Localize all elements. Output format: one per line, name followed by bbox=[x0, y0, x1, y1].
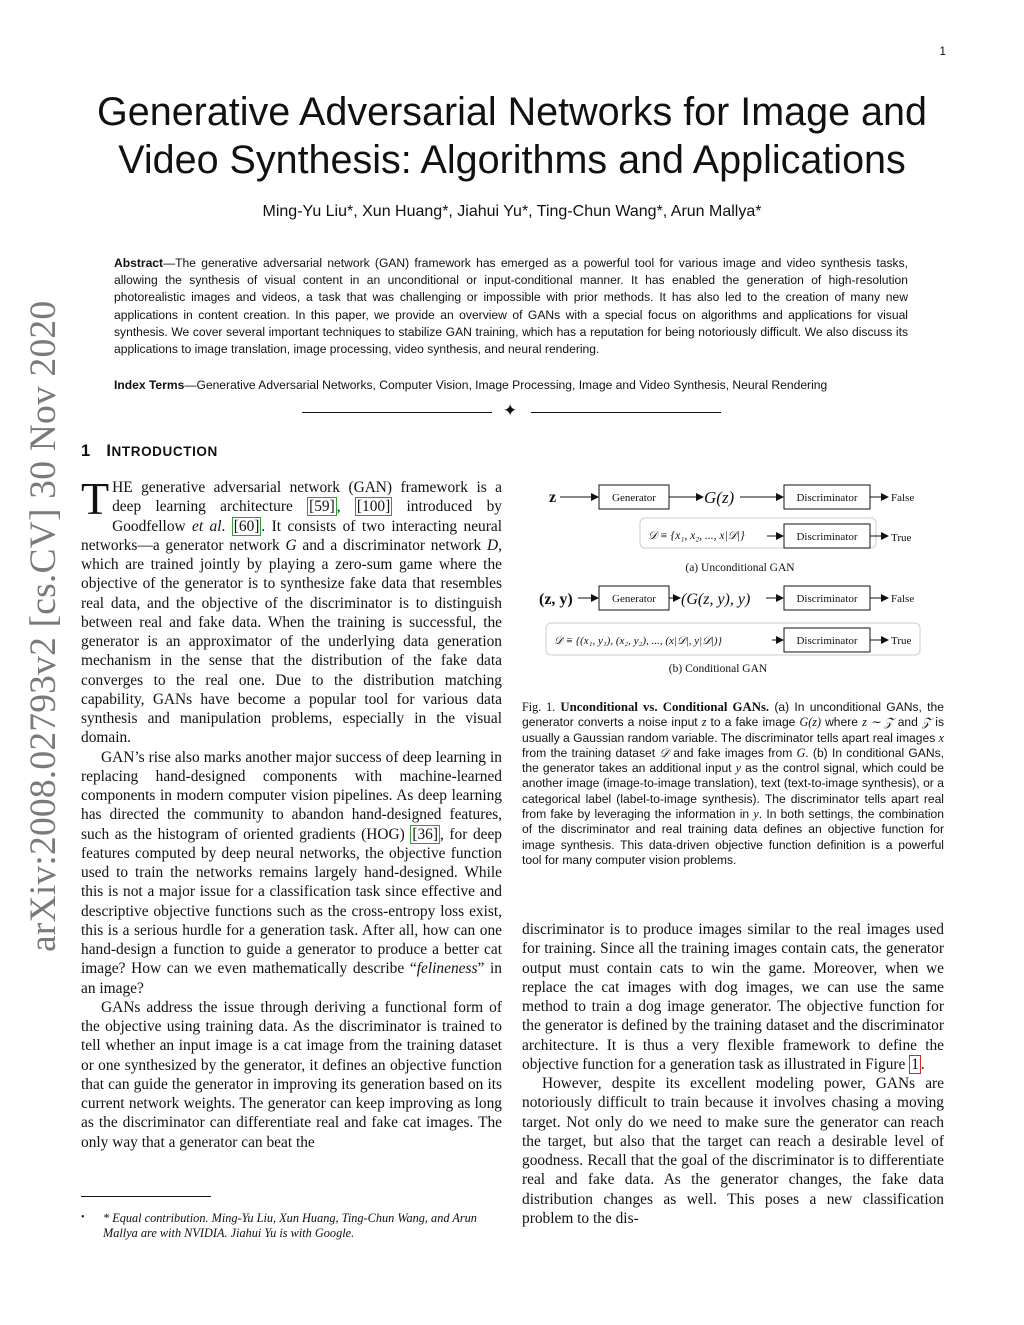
discriminator-label-a2: Discriminator bbox=[796, 531, 858, 543]
subcaption-b: (b) Conditional GAN bbox=[668, 663, 768, 675]
divider-line-left bbox=[302, 412, 492, 413]
intro-text: , for deep features computed by deep neural networks, the objective function used to train the networks remains largely hand-designed. While this is not a major issue for a classification task since effective and descriptive objective functions such as the cross-entropy loss exist, this is a serious hurdle for a generation task. After all, how can one hand-design a function to guide a generator to produce a better cat image? How can we even mathematically describe “ bbox=[81, 825, 502, 978]
subcaption-a: (a) Unconditional GAN bbox=[685, 562, 795, 574]
drop-cap: T bbox=[81, 473, 110, 524]
false-label-b: False bbox=[891, 593, 915, 605]
fig-input-zy: (z, y) bbox=[539, 591, 573, 608]
math-G: G bbox=[285, 536, 297, 554]
page-number: 1 bbox=[939, 44, 946, 58]
intro-text: and a discriminator network bbox=[296, 536, 488, 554]
caption-text: (a) In unconditional GANs, the generator converts a noise input bbox=[522, 700, 944, 730]
right-paragraph-1 bbox=[522, 920, 944, 1074]
felineness-term: felineness bbox=[416, 960, 478, 978]
caption-math: y bbox=[753, 807, 759, 822]
author-list: Ming-Yu Liu*, Xun Huang*, Jiahui Yu*, Ting-Chun Wang*, Arun Mallya* bbox=[262, 203, 762, 220]
divider-star-icon: ✦ bbox=[503, 401, 518, 420]
title-line-1: Generative Adversarial Networks for Image and bbox=[97, 90, 927, 134]
discriminator-label-b1: Discriminator bbox=[796, 593, 858, 605]
caption-math: x bbox=[938, 730, 944, 745]
citation-36[interactable]: [36] bbox=[412, 825, 438, 843]
dataset-a: 𝒟 ≡ {x₁, x₂, ..., x|𝒟|} bbox=[648, 530, 745, 542]
index-terms bbox=[114, 377, 914, 394]
intro-text: GAN’s rise also marks another major success of deep learning in replacing hand-designed components with machine-learned components in modern computer vision pipelines. As deep learning has directed the community to abandon hand-designed features, such as the histogram of oriented gradients (HOG) bbox=[81, 748, 502, 843]
intro-text: , bbox=[336, 498, 355, 516]
caption-text: to a fake image bbox=[706, 715, 800, 730]
caption-math: z bbox=[701, 715, 707, 730]
divider-line-right bbox=[531, 412, 721, 413]
caption-text: . (b) In conditional GANs, the generator takes an additional input bbox=[522, 745, 945, 776]
generator-label-a: Generator bbox=[612, 492, 656, 504]
index-terms-label: Index Terms bbox=[114, 378, 185, 392]
abstract-text: —The generative adversarial network (GAN) framework has emerged as a powerful tool for various image and video synthesis tasks, allowing the synthesis of visual content in an unconditional or input-conditional manner. It has enabled the generation of high-resolution photorealistic images and videos, a task that was challenging or impossible with prior methods. It has also led to the creation of many new applications in content creation. In this paper, we provide an overview of GANs with a special focus on algorithms and applications for visual synthesis. We cover several important techniques to stabilize GAN training, which has a reputation for being notoriously difficult. We also discuss its applications to image translation, image processing, video synthesis, and neural rendering. bbox=[114, 256, 908, 357]
caption-text: and fake images from bbox=[669, 745, 797, 760]
caption-text: where bbox=[820, 715, 863, 730]
figure-ref-1[interactable]: 1 bbox=[911, 1055, 919, 1073]
section-heading bbox=[81, 442, 218, 461]
caption-math: G(z) bbox=[799, 715, 821, 730]
footnote-rule bbox=[81, 1196, 211, 1197]
citation-60[interactable]: [60] bbox=[233, 517, 260, 535]
intro-smallcaps: HE bbox=[112, 479, 133, 496]
abstract bbox=[114, 255, 908, 358]
right-text: . bbox=[920, 1055, 925, 1073]
index-terms-text: —Generative Adversarial Networks, Computer Vision, Image Processing, Image and Video Synthesis, Neural Rendering bbox=[184, 378, 828, 392]
figure-caption bbox=[522, 700, 944, 868]
intro-paragraph-3: GANs address the issue through deriving a functional form of the objective using training data. As the discriminator is trained to tell whether an input image is a cat image from the training dataset or one synthesized by the generator, it defines an objective function that can guide the generator in improving its generation based on its current network weights. The generator can keep improving as long as the discriminator can differentiate real and fake cat images. The only way that a generator can beat the bbox=[81, 998, 502, 1151]
true-label-a: True bbox=[891, 532, 912, 544]
intro-text: ” in an image? bbox=[81, 960, 502, 997]
intro-text: . It consists of two interacting neural networks—a generator network bbox=[81, 517, 502, 554]
footnote-bullet: • bbox=[81, 1212, 85, 1223]
footnote: * Equal contribution. Ming-Yu Liu, Xun Huang, Ting-Chun Wang, and Arun Mallya are with NVIDIA. Jiahui Yu is with Google. bbox=[103, 1211, 477, 1241]
intro-text: , which are trained jointly by playing a zero-sum game where the objective of the generator is to synthesize fake data that resembles real data, and the objective of the discriminator is to distinguish between real and fake data. When the training is successful, the generator is an approximator of the underlying data generation mechanism in the sense that the distribution of the fake data converges to the real one. Due to the distribution matching capability, GANs have become a popular tool for various data synthesis and manipulation problems, especially in the visual domain. bbox=[81, 536, 502, 747]
section-number: 1 bbox=[81, 442, 91, 460]
intro-paragraph-1 bbox=[81, 473, 502, 748]
citation-100[interactable]: [100] bbox=[356, 498, 391, 516]
fig-gzy: (G(z, y), y) bbox=[681, 591, 751, 608]
caption-text: from the training dataset bbox=[522, 745, 660, 760]
caption-math: G bbox=[796, 745, 806, 760]
caption-text: and bbox=[893, 715, 922, 730]
left-column bbox=[81, 473, 502, 1152]
intro-paragraph-2 bbox=[81, 748, 502, 998]
generator-label-b: Generator bbox=[612, 593, 656, 605]
section-title-rest: NTRODUCTION bbox=[111, 444, 218, 459]
citation-59[interactable]: [59] bbox=[309, 498, 335, 516]
caption-text: . In both settings, the combination of the discriminator and real training data defines an objective function for image synthesis. This data-driven objective function definition is a powerful tool for many computer vision problems. bbox=[522, 807, 944, 867]
et-al: et al bbox=[192, 517, 222, 535]
section-initial: I bbox=[106, 442, 112, 460]
caption-math: 𝒵 bbox=[921, 715, 932, 730]
dataset-b: 𝒟 ≡ {(x₁, y₁), (x₂, y₂), ..., (x|𝒟|, y|𝒟|)} bbox=[554, 635, 722, 647]
arxiv-identifier: arXiv:2008.02793v2 [cs.CV] 30 Nov 2020 bbox=[23, 300, 64, 952]
right-column bbox=[522, 920, 944, 1228]
caption-text: is usually a Gaussian random variable. The discriminator tells apart real images bbox=[522, 715, 945, 745]
intro-text: . bbox=[221, 517, 232, 535]
right-paragraph-2: However, despite its excellent modeling power, GANs are notoriously difficult to train because it involves chasing a moving target. Not only do we need to make sure the generator can reach the target, but also that the target can reach a desirable level of goodness. Recall that the goal of the discriminator is to differentiate real and fake data. As the generator changes, the fake data distribution changes as well. This poses a new classification problem to the dis- bbox=[522, 1075, 944, 1227]
caption-math: z ∼ 𝒵 bbox=[862, 715, 894, 730]
intro-text: generative adversarial network (GAN) framework is a deep learning architecture bbox=[112, 479, 502, 516]
right-text: discriminator is to produce images similar to the real images used for training. Since all the training images contain cats, the generator output must contain cats to win the game. Moreover, when we replace the cat images with dog images, we can use the same method to train a dog image generator. The objective function for the generator is defined by the training dataset and the discriminator architecture. It is thus a very flexible framework to define the objective function for a generation task as illustrated in Figure bbox=[522, 921, 944, 1073]
fig-input-z: z bbox=[549, 489, 557, 506]
caption-math: y bbox=[735, 761, 742, 776]
caption-bold-title: Unconditional vs. Conditional GANs. bbox=[560, 700, 770, 714]
intro-text: introduced by Goodfellow bbox=[112, 498, 502, 535]
false-label-a: False bbox=[891, 492, 915, 504]
math-D: D bbox=[487, 536, 499, 554]
paper-title bbox=[60, 88, 964, 184]
caption-text: as the control signal, which could be another image (image-to-image translation), text (text-to-image synthesis), or a categorical label (label-to-image synthesis). The discriminator tells apart real from fake by leveraging the information in bbox=[522, 761, 944, 822]
caption-math: 𝒟 bbox=[659, 745, 670, 760]
discriminator-label-b2: Discriminator bbox=[796, 635, 858, 647]
title-line-2: Video Synthesis: Algorithms and Applications bbox=[118, 138, 906, 182]
abstract-label: Abstract bbox=[114, 256, 164, 270]
true-label-b: True bbox=[891, 635, 912, 647]
discriminator-label-a1: Discriminator bbox=[796, 492, 858, 504]
figure-gan-diagram bbox=[522, 472, 944, 687]
caption-label: Fig. 1. bbox=[522, 700, 556, 714]
fig-gz: G(z) bbox=[704, 488, 735, 507]
